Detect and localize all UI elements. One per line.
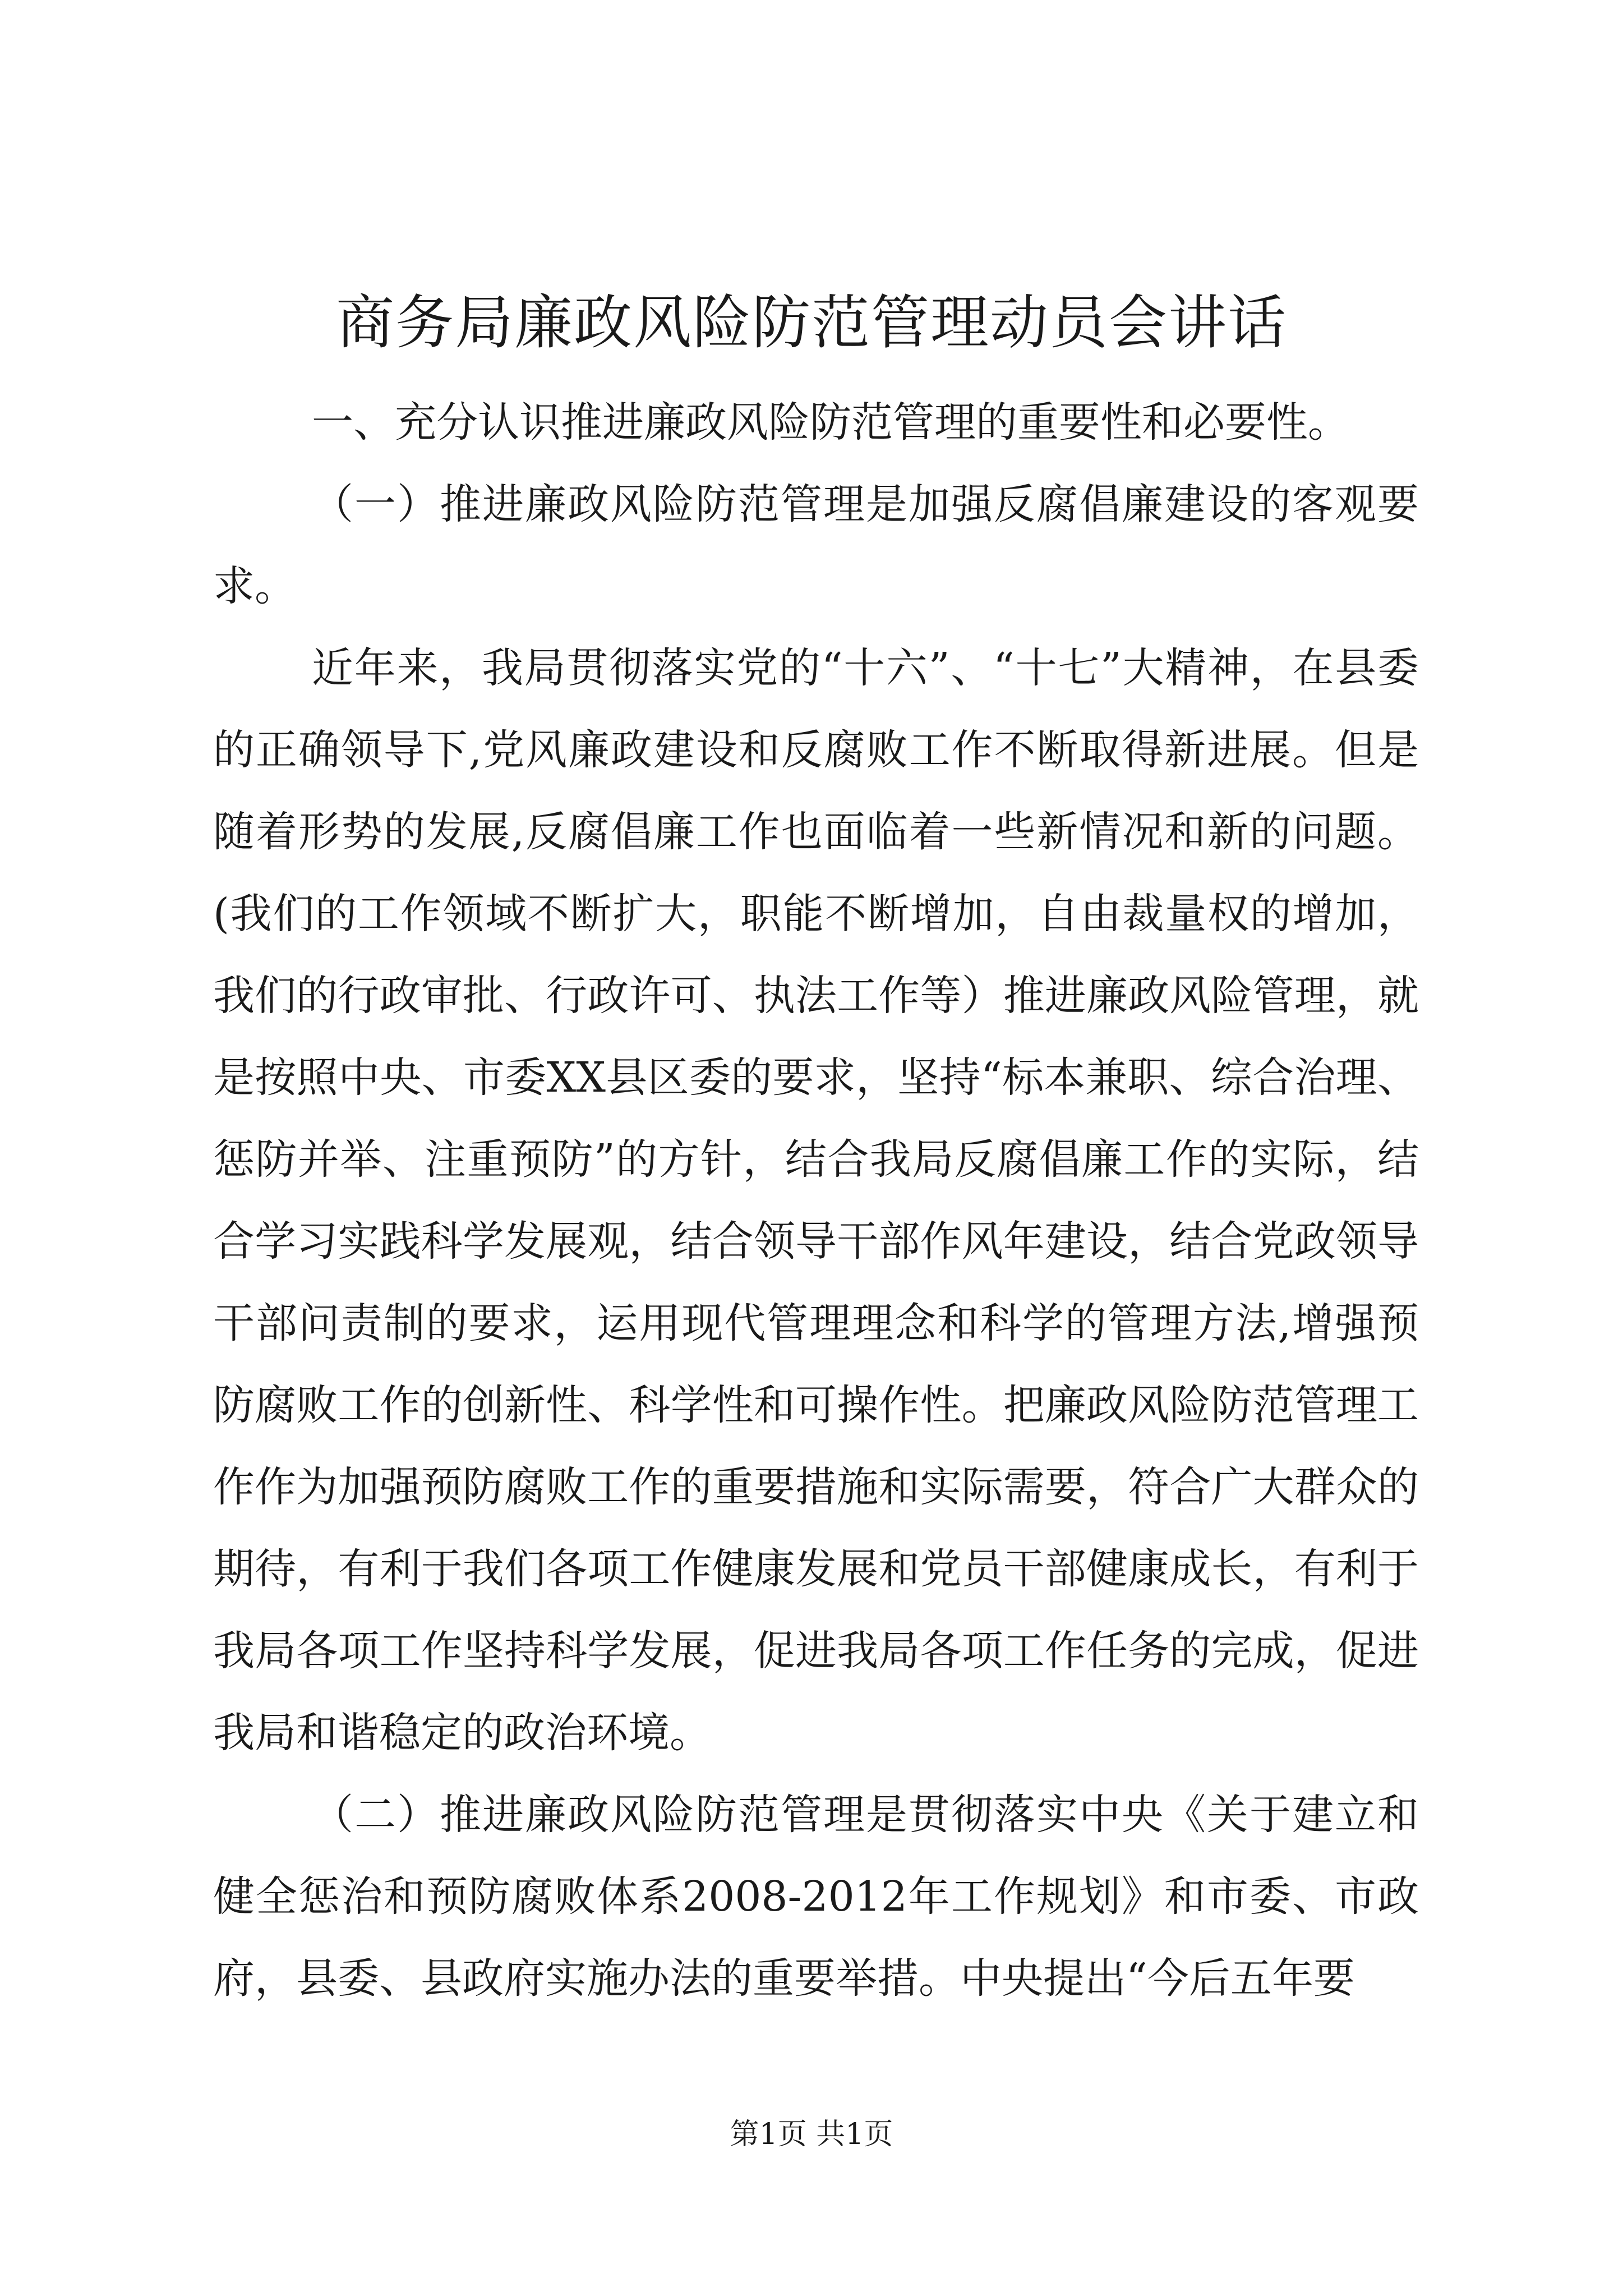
subsection-heading-1: （一）推进廉政风险防范管理是加强反腐倡廉建设的客观要求。 (213, 480, 1419, 610)
body-paragraph-1: 近年来，我局贯彻落实党的“十六”、“十七”大精神，在县委的正确领导下,党风廉政建设和反腐败工作不断取得新进展。但是随着形势的发展,反腐倡廉工作也面临着一些新情况和新的问题。(我们的工作领域不断扩大，职能不断增加，自由裁量权的增加，我们的行政审批、行政许可、执法工作等）推进廉政风险管理，就是按照中央、市委XX县区委的要求，坚持“标本兼职、综合治理、惩防并举、注重预防”的方针，结合我局反腐倡廉工作的实际，结合学习实践科学发展观，结合领导干部作风年建设，结合党政领导干部问责制的要求，运用现代管理理念和科学的管理方法,增强预防腐败工作的创新性、科学性和可操作性。把廉政风险防范管理工作作为加强预防腐败工作的重要措施和实际需要，符合广大群众的期待，有利于我们各项工作健康发展和党员干部健康成长，有利于我局各项工作坚持科学发展，促进我局各项工作任务的完成，促进我局和谐稳定的政治环境。 (213, 644, 1419, 1757)
section-heading-1: 一、充分认识推进廉政风险防范管理的重要性和必要性。 (312, 398, 1349, 447)
document-body (213, 381, 1419, 2019)
subsection-heading-2: （二）推进廉政风险防范管理是贯彻落实中央《关于建立和健全惩治和预防腐败体系2008-2012年工作规划》和市委、市政府，县委、县政府实施办法的重要举措。中央提出“今后五年要 (213, 1791, 1419, 2003)
document-title: 商务局廉政风险防范管理动员会讲话 (335, 288, 1287, 357)
page-footer: 第1页 共1页 (730, 2118, 893, 2151)
